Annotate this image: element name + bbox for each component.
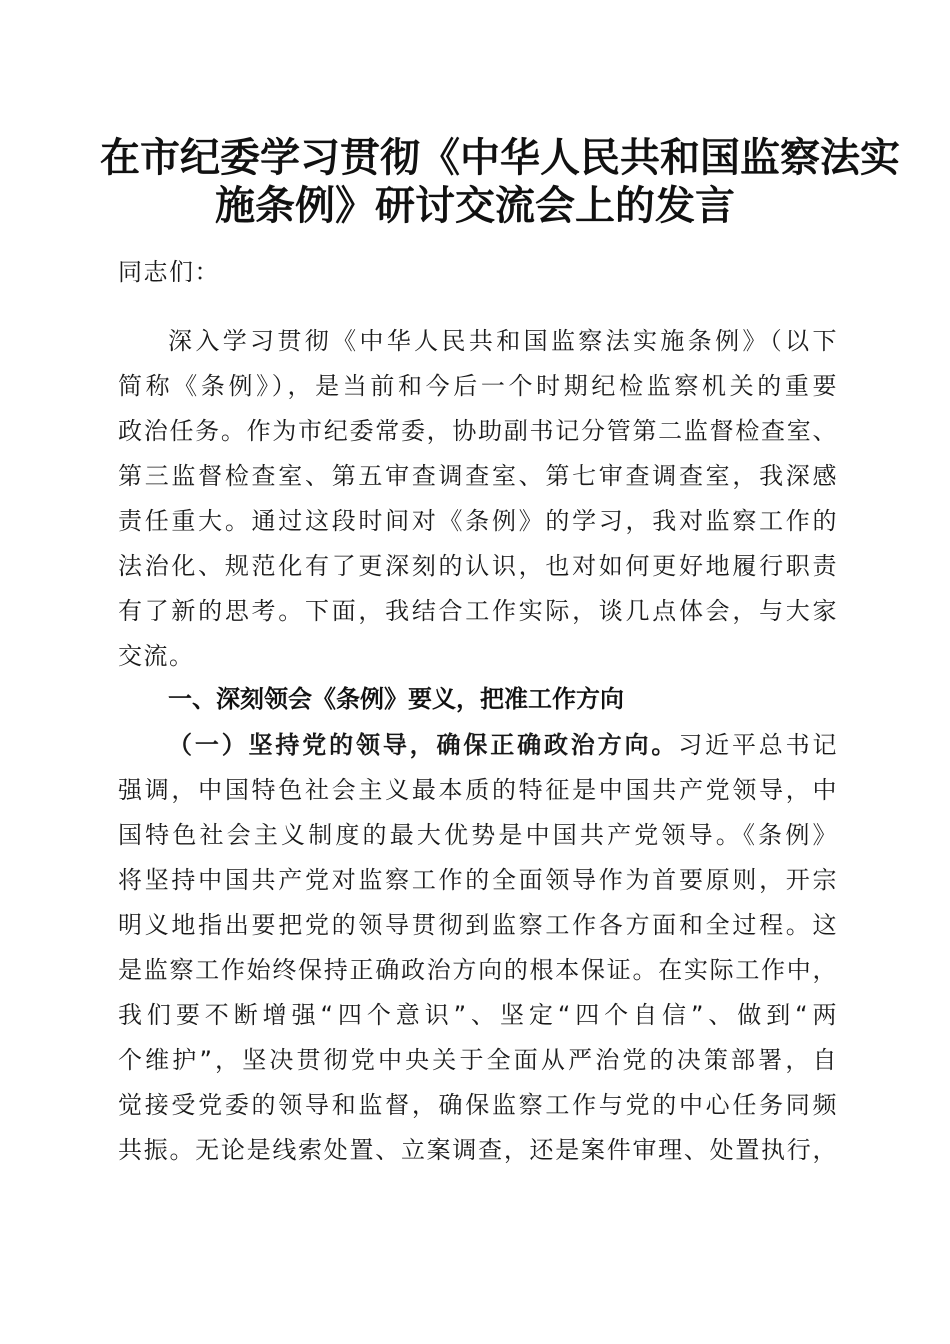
body-line: 我们要不断增强“四个意识”、坚定“四个自信”、做到“两 [118,1001,838,1029]
body-line: 明义地指出要把党的领导贯彻到监察工作各方面和全过程。这 [118,911,838,939]
intro-line: 深入学习贯彻《中华人民共和国监察法实施条例》（以下 [168,327,838,355]
document-title-line-2: 施条例》研讨交流会上的发言 [215,182,735,229]
subsection-first-line [168,730,838,760]
intro-line: 有了新的思考。下面，我结合工作实际，谈几点体会，与大家 [118,597,838,625]
salutation: 同志们： [118,258,220,286]
intro-line: 责任重大。通过这段时间对《条例》的学习，我对监察工作的 [118,507,838,535]
body-line: 个维护”，坚决贯彻党中央关于全面从严治党的决策部署，自 [118,1046,838,1074]
intro-line: 简称《条例》），是当前和今后一个时期纪检监察机关的重要 [118,372,838,400]
body-line: 强调，中国特色社会主义最本质的特征是中国共产党领导，中 [118,776,838,804]
document-title-line-1: 在市纪委学习贯彻《中华人民共和国监察法实 [100,134,900,181]
subsection-first-line-rest: 习近平总书记 [678,731,839,759]
body-line: 共振。无论是线索处置、立案调查，还是案件审理、处置执行， [118,1136,838,1164]
intro-line: 法治化、规范化有了更深刻的认识，也对如何更好地履行职责 [118,552,838,580]
body-line: 将坚持中国共产党对监察工作的全面领导作为首要原则，开宗 [118,866,838,894]
intro-line: 政治任务。作为市纪委常委，协助副书记分管第二监督检查室、 [118,417,838,445]
body-line: 国特色社会主义制度的最大优势是中国共产党领导。《条例》 [118,821,838,849]
section-heading: 一、深刻领会《条例》要义，把准工作方向 [168,685,624,713]
intro-line: 交流。 [118,642,195,670]
subsection-lead: （一）坚持党的领导，确保正确政治方向。 [168,731,679,759]
body-line: 是监察工作始终保持正确政治方向的根本保证。在实际工作中， [118,956,838,984]
intro-line: 第三监督检查室、第五审查调查室、第七审查调查室，我深感 [118,462,838,490]
body-line: 觉接受党委的领导和监督，确保监察工作与党的中心任务同频 [118,1091,838,1119]
